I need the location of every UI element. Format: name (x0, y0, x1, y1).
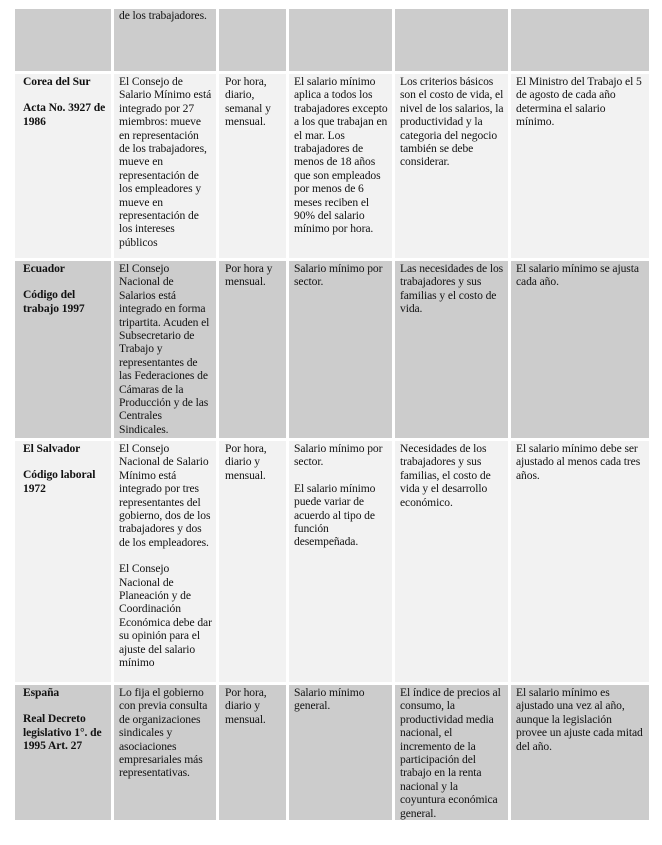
cell-composition (114, 261, 216, 438)
cell-country (15, 441, 111, 682)
cell-adjustment (511, 9, 649, 71)
cell-composition (114, 685, 216, 820)
frequency-text: Por hora, diario y mensual. (225, 686, 267, 726)
frequency-text: Por hora, diario y mensual. (225, 442, 267, 482)
composition-text: El Consejo Nacional de Salario Mínimo está integrado por tres representantes del gobierno, dos de los trabajadores y dos de los empleadores. (119, 442, 211, 549)
cell-coverage (289, 685, 392, 820)
cell-coverage (289, 441, 392, 682)
cell-adjustment (511, 685, 649, 820)
criteria-text: Las necesidades de los trabajadores y sus familias y el costo de vida. (400, 262, 504, 316)
cell-criteria (395, 9, 508, 71)
cell-coverage (289, 9, 392, 71)
law-reference: Real Decreto legislativo 1°. de 1995 Art. 27 (23, 712, 102, 753)
composition-text: de los trabajadores. (119, 9, 207, 22)
table-row-ecuador (15, 261, 649, 438)
cell-frequency (219, 685, 286, 820)
frequency-text: Por hora, diario, semanal y mensual. (225, 75, 271, 129)
cell-coverage (289, 74, 392, 258)
composition-text: Lo fija el gobierno con previa consulta de organizaciones sindicales y asociaciones empresariales más representativas. (119, 686, 208, 780)
cell-frequency (219, 261, 286, 438)
country-name: Ecuador (23, 262, 65, 275)
cell-country (15, 74, 111, 258)
adjustment-text: El salario mínimo debe ser ajustado al menos cada tres años. (516, 442, 641, 482)
table-row-espana (15, 685, 649, 820)
adjustment-text: El Ministro del Trabajo el 5 de agosto de cada año determina el salario mínimo. (516, 75, 642, 129)
composition-text-2: El Consejo Nacional de Planeación y de Coordinación Económica debe dar su opinión para el ajuste del salario mínimo (119, 562, 212, 670)
cell-frequency (219, 9, 286, 71)
table-row-continuation (15, 9, 649, 71)
law-reference: Código del trabajo 1997 (23, 288, 85, 315)
country-name: España (23, 686, 60, 699)
criteria-text: Los criterios básicos son el costo de vida, el nivel de los salarios, la productividad y la categoria del negocio también se debe considerar. (400, 75, 504, 169)
coverage-text: El salario mínimo aplica a todos los trabajadores excepto a los que trabajan en el mar. Los trabajadores de menos de 18 años que son empleados por menos de 6 meses reciben el 90% del salario mínimo por hora. (294, 75, 388, 236)
criteria-text: El índice de precios al consumo, la productividad media nacional, el incremento de la participación del trabajo en la renta nacional y la coyuntura económica general. (400, 686, 501, 820)
coverage-text: Salario mínimo general. (294, 686, 365, 713)
table-row-corea-del-sur (15, 74, 649, 258)
cell-coverage (289, 261, 392, 438)
composition-text: El Consejo de Salario Mínimo está integrado por 27 miembros: mueve en representación de los trabajadores, mueve en representación de los empleadores y mueve en representación de los intereses públicos (119, 75, 212, 249)
cell-composition (114, 74, 216, 258)
cell-frequency (219, 74, 286, 258)
law-reference: Acta No. 3927 de 1986 (23, 101, 106, 128)
coverage-text: Salario mínimo por sector. (294, 262, 383, 289)
cell-composition (114, 9, 216, 71)
minimum-wage-table (12, 6, 652, 823)
law-reference: Código laboral 1972 (23, 468, 96, 495)
cell-country (15, 9, 111, 71)
cell-adjustment (511, 261, 649, 438)
coverage-text-2: El salario mínimo puede variar de acuerdo al tipo de función desempeñada. (294, 481, 376, 549)
cell-frequency (219, 441, 286, 682)
cell-country (15, 685, 111, 820)
cell-criteria (395, 261, 508, 438)
coverage-text: Salario mínimo por sector. (294, 442, 383, 469)
cell-adjustment (511, 74, 649, 258)
country-name: El Salvador (23, 442, 81, 455)
composition-text: El Consejo Nacional de Salarios está integrado en forma tripartita. Acuden el Subsecretario de Trabajo y representantes de las Federaciones de Cámaras de la Producción y de las Centrales Sindicales. (119, 262, 210, 436)
criteria-text: Necesidades de los trabajadores y sus familias, el costo de vida y el desarrollo económico. (400, 442, 491, 509)
adjustment-text: El salario mínimo es ajustado una vez al año, aunque la legislación provee un ajuste cada mitad del año. (516, 686, 643, 753)
frequency-text: Por hora y mensual. (225, 262, 273, 289)
cell-country (15, 261, 111, 438)
cell-adjustment (511, 441, 649, 682)
country-name: Corea del Sur (23, 75, 91, 88)
cell-criteria (395, 74, 508, 258)
cell-criteria (395, 441, 508, 682)
adjustment-text: El salario mínimo se ajusta cada año. (516, 262, 639, 289)
cell-criteria (395, 685, 508, 820)
cell-composition (114, 441, 216, 682)
table-row-el-salvador (15, 441, 649, 682)
